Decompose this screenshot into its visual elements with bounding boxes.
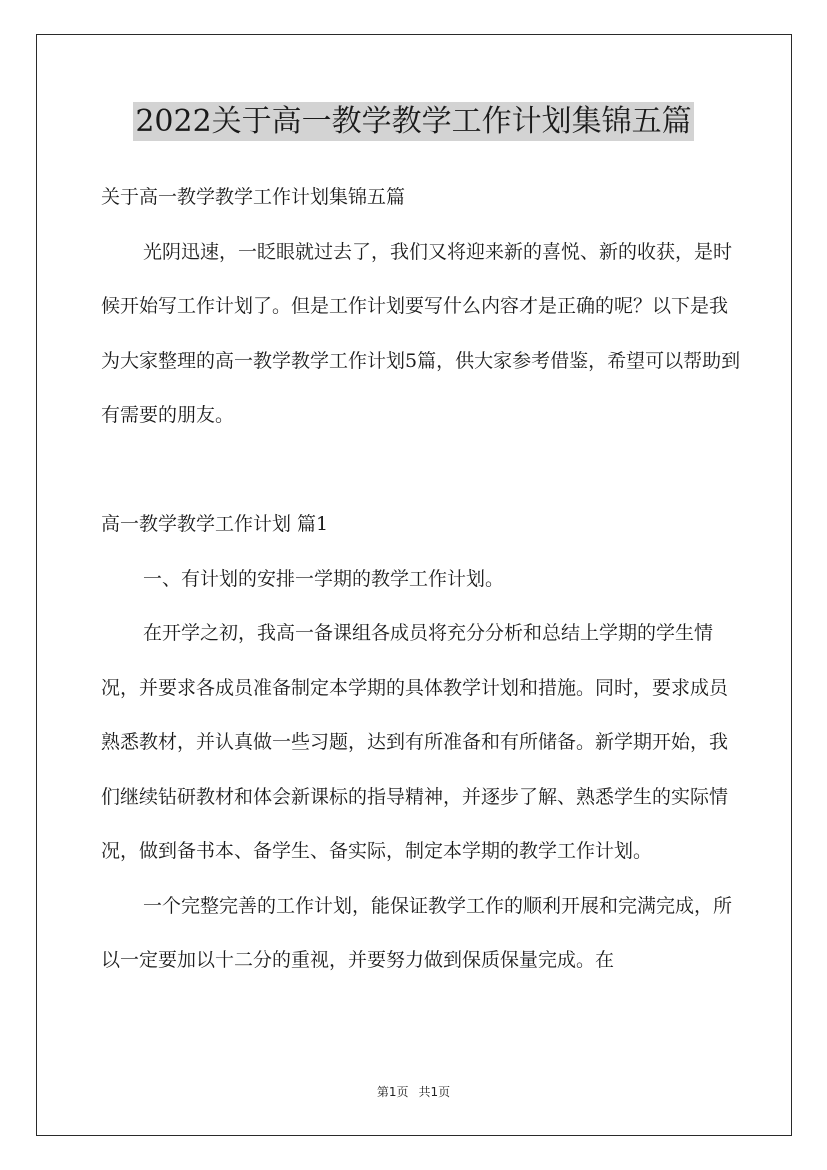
- document-body: [101, 170, 741, 988]
- section-heading: 高一教学教学工作计划 篇1: [101, 513, 329, 535]
- body-paragraph: 一个完整完善的工作计划，能保证教学工作的顺利开展和完满完成，所以一定要加以十二分的重视，并要努力做到保质保量完成。在: [101, 894, 733, 971]
- body-paragraph: 在开学之初，我高一备课组各成员将充分分析和总结上学期的学生情况，并要求各成员准备制定本学期的具体教学计划和措施。同时，要求成员熟悉教材，并认真做一些习题，达到有所准备和有所储备。新学期开始，我们继续钻研教材和体会新课标的指导精神，并逐步了解、熟悉学生的实际情况，做到备书本、备学生、备实际，制定本学期的教学工作计划。: [101, 622, 729, 862]
- document-title-text: 2022关于高一教学教学工作计划集锦五篇: [135, 104, 692, 139]
- page-number: 第1页: [376, 1085, 409, 1099]
- page-total: 共1页: [418, 1085, 451, 1099]
- page-footer: [0, 1082, 827, 1102]
- document-title: [0, 98, 827, 146]
- subtitle-paragraph: 关于高一教学教学工作计划集锦五篇: [101, 186, 406, 208]
- intro-paragraph: 光阴迅速，一眨眼就过去了，我们又将迎来新的喜悦、新的收获，是时候开始写工作计划了。但是工作计划要写什么内容才是正确的呢？以下是我为大家整理的高一教学教学工作计划5篇，供大家参考借鉴，希望可以帮助到有需要的朋友。: [101, 240, 741, 426]
- blank-line: [101, 443, 741, 498]
- body-paragraph: 一、有计划的安排一学期的教学工作计划。: [143, 567, 505, 590]
